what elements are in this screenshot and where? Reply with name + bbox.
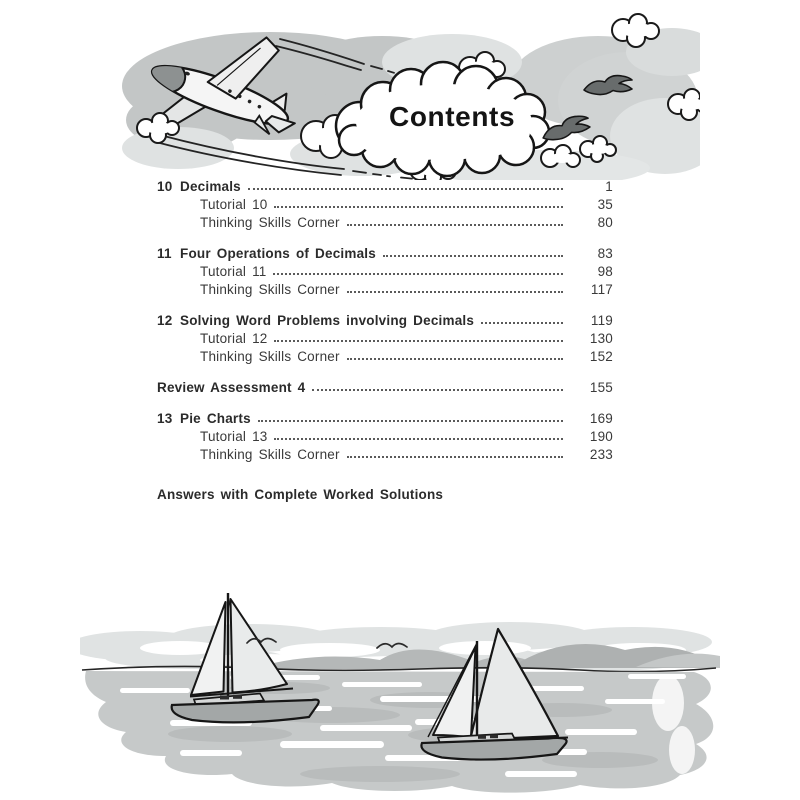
entry-title: Thinking Skills Corner (200, 282, 340, 297)
chapter-number: 11 (157, 246, 172, 261)
toc-entry (157, 346, 613, 364)
chapter-number: 12 (157, 313, 173, 328)
dot-leader (347, 291, 563, 293)
page-number: 35 (597, 197, 613, 212)
toc-entry (157, 328, 613, 346)
cabin-window (220, 696, 229, 700)
dot-leader (274, 438, 563, 440)
entry-title: Tutorial 12 (200, 331, 268, 346)
entry-title: Tutorial 11 (200, 264, 267, 279)
chapter-title: Pie Charts (180, 411, 251, 426)
dot-leader (347, 358, 563, 360)
chapter-title: Solving Word Problems involving Decimals (180, 313, 475, 328)
dot-leader (274, 340, 563, 342)
page-number: 1 (605, 179, 613, 194)
hull (421, 738, 566, 760)
dot-leader (248, 188, 563, 190)
cabin-window (490, 735, 498, 739)
table-of-contents (157, 176, 613, 502)
page-number: 117 (590, 282, 613, 297)
dot-leader (273, 273, 563, 275)
chapter-number: 13 (157, 411, 173, 426)
page-number: 130 (589, 331, 613, 346)
entry-title: Review Assessment 4 (157, 380, 306, 395)
page-number: 152 (589, 349, 613, 364)
toc-entry (157, 408, 613, 426)
dot-leader (312, 389, 563, 391)
chapter-title: Decimals (180, 179, 241, 194)
entry-title: Thinking Skills Corner (200, 349, 340, 364)
footer-illustration (80, 578, 720, 800)
dot-leader (274, 206, 563, 208)
dot-leader (347, 224, 563, 226)
cabin-window (233, 695, 242, 699)
toc-entry (157, 194, 613, 212)
toc-entry (157, 261, 613, 279)
page-number: 233 (589, 447, 613, 462)
toc-entry (157, 426, 613, 444)
toc-entry (157, 212, 613, 230)
toc-entry (157, 279, 613, 297)
page-number: 83 (597, 246, 613, 261)
chapter-title: Four Operations of Decimals (180, 246, 376, 261)
header-illustration (120, 8, 700, 180)
page-number: 119 (590, 313, 613, 328)
dot-leader (258, 420, 563, 422)
dot-leader (383, 255, 563, 257)
cabin-window (478, 735, 486, 739)
page-number: 155 (589, 380, 613, 395)
chapter-number: 10 (157, 179, 173, 194)
page-number: 80 (597, 215, 613, 230)
entry-title: Thinking Skills Corner (200, 447, 340, 462)
toc-entry (157, 243, 613, 261)
toc-entry (157, 377, 613, 395)
toc-entry-answers (157, 484, 613, 502)
entry-title: Tutorial 13 (200, 429, 268, 444)
dot-leader (481, 322, 563, 324)
page-title: Contents (389, 101, 516, 132)
page-number: 98 (597, 264, 613, 279)
page-number: 169 (589, 411, 613, 426)
toc-entry (157, 444, 613, 462)
page-number: 190 (589, 429, 613, 444)
entry-title: Answers with Complete Worked Solutions (157, 487, 444, 502)
dot-leader (347, 456, 563, 458)
entry-title: Tutorial 10 (200, 197, 268, 212)
water (85, 671, 713, 793)
toc-entry (157, 176, 613, 194)
entry-title: Thinking Skills Corner (200, 215, 340, 230)
toc-entry (157, 310, 613, 328)
